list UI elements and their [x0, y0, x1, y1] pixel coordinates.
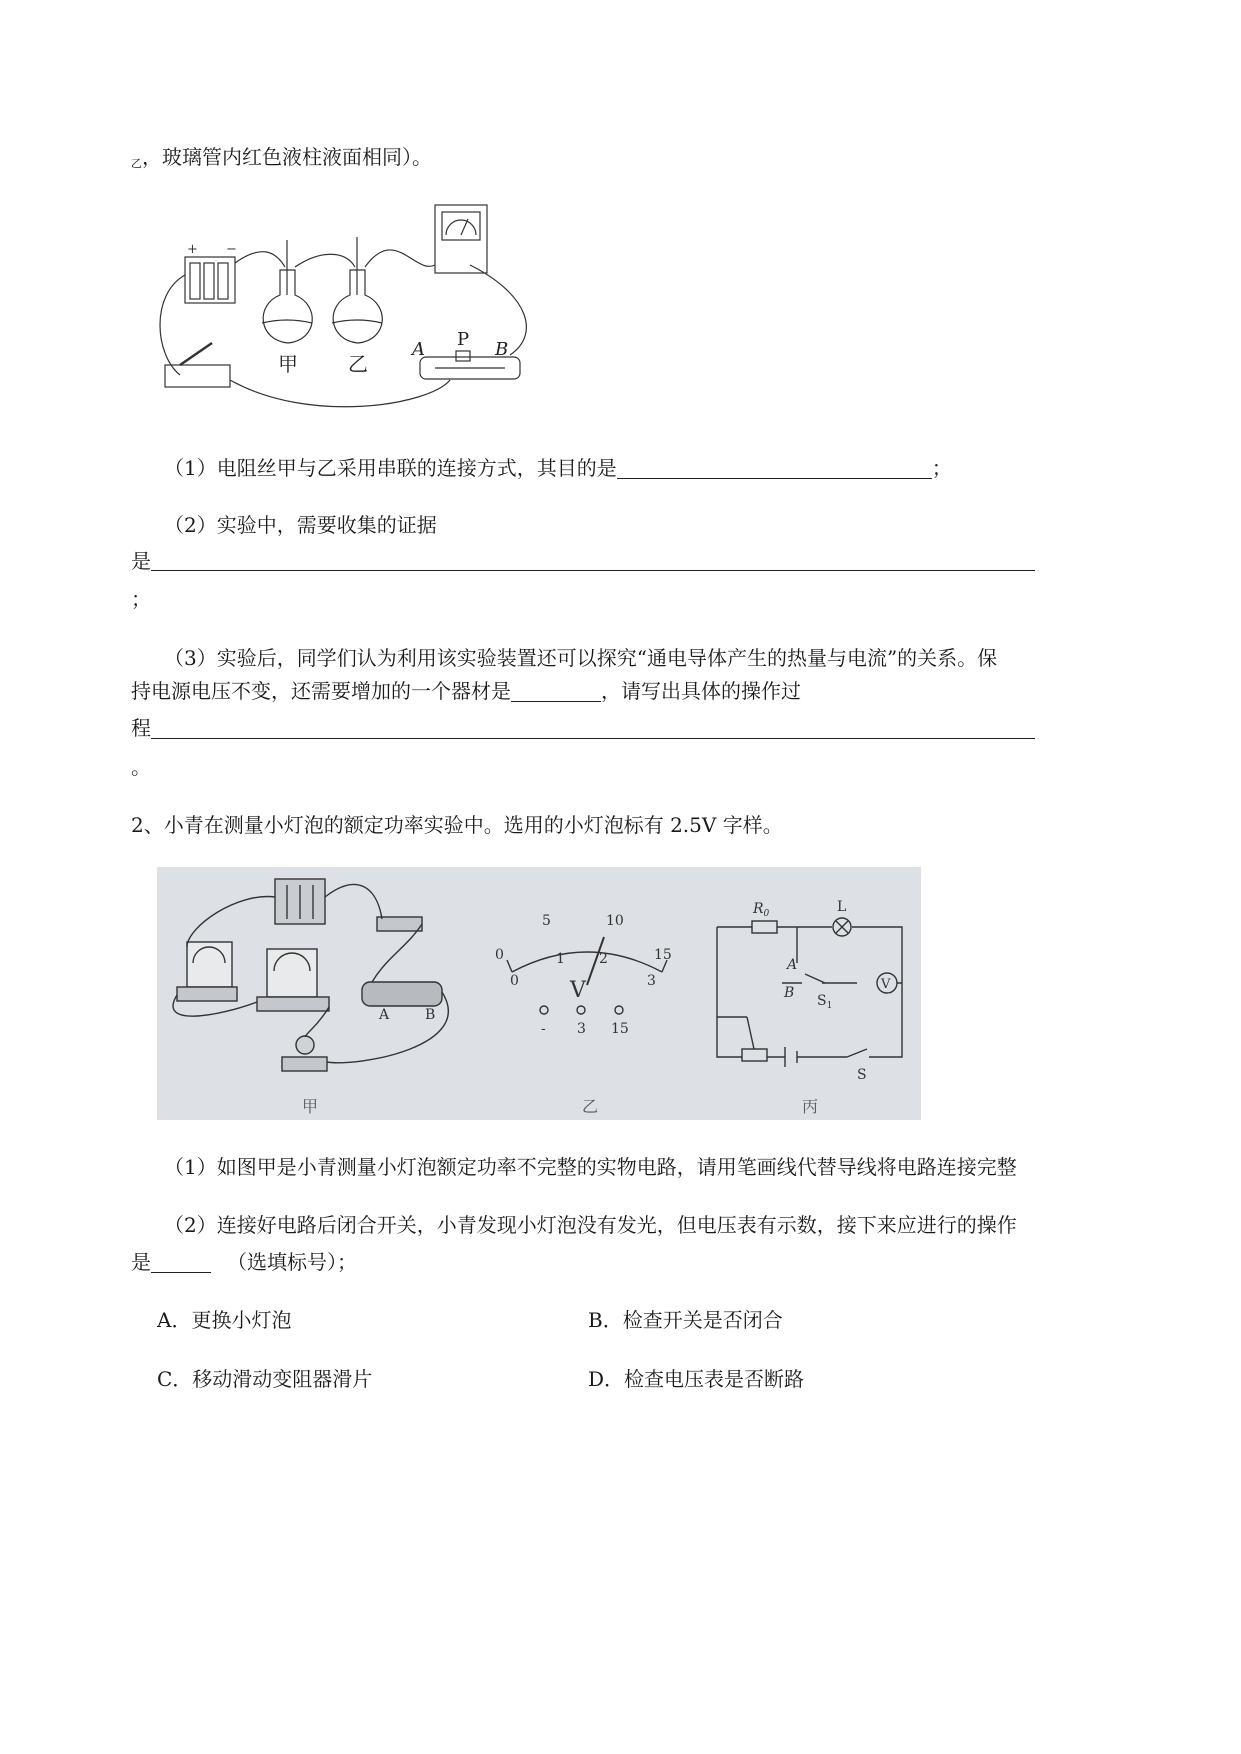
meter-bottom-tick-1: 1 [556, 951, 565, 967]
meter-bottom-tick-0: 0 [510, 973, 519, 989]
rheostat [362, 982, 442, 1006]
switch [377, 917, 422, 931]
figure-2-drawing [157, 867, 921, 1120]
figure2-label-bing: 丙 [802, 1097, 819, 1116]
question-1-1-end: ； [931, 456, 952, 480]
label-B: B [495, 339, 509, 360]
circuit-R0: $R_0$ [753, 901, 770, 919]
meter-top-tick-5: 5 [542, 913, 551, 929]
meter-terminal-minus: - [541, 1021, 546, 1037]
figure-1-circuit [150, 195, 550, 420]
meter-terminal-15: 15 [611, 1021, 629, 1037]
voltmeter [267, 949, 317, 997]
answer-blank-1-2[interactable] [151, 569, 1035, 571]
circuit-A: A [787, 957, 798, 973]
meter-unit: V [570, 978, 586, 1003]
question-1-1-text: （1）电阻丝甲与乙采用串联的连接方式，其目的是 [164, 456, 617, 480]
question-1-1 [164, 455, 952, 481]
ammeter [187, 942, 232, 987]
circuit-S1: $S_1$ [817, 993, 833, 1011]
option-A[interactable]: A．更换小灯泡 [157, 1308, 292, 1332]
circuit-B: B [784, 985, 795, 1001]
meter-bottom-tick-2: 2 [599, 951, 608, 967]
bulb [296, 1036, 314, 1054]
wire [230, 380, 450, 407]
wire [235, 252, 285, 267]
option-B[interactable]: B．检查开关是否闭合 [588, 1308, 783, 1332]
circuit-diagram [717, 927, 902, 1057]
question-2-2-line2 [131, 1249, 357, 1275]
question-1-3-line2 [131, 678, 801, 704]
circuit-V: V [881, 977, 891, 992]
option-C[interactable]: C．移动滑动变阻器滑片 [157, 1367, 373, 1391]
wire [295, 254, 355, 267]
label-yi: 乙 [348, 352, 368, 376]
flask-jia [263, 270, 312, 343]
wire [365, 250, 435, 267]
meter-top-tick-15: 15 [654, 947, 672, 963]
question-1-2: （2）实验中，需要收集的证据 [164, 513, 437, 537]
rheostat-label-B: B [425, 1007, 436, 1023]
label-plus: + [187, 242, 198, 257]
wire [160, 275, 185, 375]
question-1-3-text-a: 持电源电压不变，还需要增加的一个器材是 [131, 679, 511, 703]
answer-blank-1-3-process[interactable] [151, 737, 1035, 739]
label-jia: 甲 [278, 352, 298, 376]
meter-box [435, 205, 487, 273]
question-2-title: 2、小青在测量小灯泡的额定功率实验中。选用的小灯泡标有 2.5V 字样。 [131, 813, 783, 837]
circuit-L: L [837, 899, 847, 915]
meter-scale [512, 952, 662, 972]
intro-line [131, 144, 432, 177]
question-1-3: （3）实验后，同学们认为利用该实验装置还可以探究“通电导体产生的热量与电流”的关系。保 [164, 646, 998, 670]
question-1-2-prefix: 是 [131, 549, 151, 573]
answer-blank-1-3-equipment[interactable] [511, 681, 601, 702]
question-1-3-end: 。 [131, 755, 151, 779]
figure-2-photo [157, 867, 921, 1120]
meter-top-tick-10: 10 [606, 913, 624, 929]
intro-text: ，玻璃管内红色液柱液面相同）。 [142, 145, 432, 169]
intro-subscript: 乙 [131, 157, 142, 170]
question-2-1: （1）如图甲是小青测量小灯泡额定功率不完整的实物电路，请用笔画线代替导线将电路连接完整 [164, 1155, 1017, 1179]
question-1-3-prefix: 程 [131, 716, 151, 740]
option-D[interactable]: D．检查电压表是否断路 [588, 1367, 805, 1391]
question-1-3-text-b: ，请写出具体的操作过 [601, 679, 801, 703]
question-2-2-prefix: 是 [131, 1250, 151, 1274]
meter-bottom-tick-3: 3 [647, 973, 656, 989]
question-2-2-end: （选填标号）； [227, 1250, 357, 1274]
figure2-label-yi: 乙 [582, 1097, 599, 1116]
meter-zero: 0 [495, 947, 504, 963]
label-minus: − [226, 242, 237, 257]
rheostat-label-A: A [379, 1007, 390, 1023]
answer-blank-2-2[interactable] [151, 1252, 211, 1273]
circuit-S: S [857, 1067, 867, 1083]
label-A: A [412, 339, 425, 360]
figure2-label-jia: 甲 [302, 1097, 319, 1116]
flask-yi [333, 270, 382, 343]
question-2-2: （2）连接好电路后闭合开关，小青发现小灯泡没有发光，但电压表有示数，接下来应进行的操作 [164, 1213, 1017, 1237]
question-1-2-end: ； [131, 587, 151, 611]
answer-blank-1-1[interactable] [617, 458, 932, 479]
label-P: P [457, 329, 470, 350]
knife-switch [165, 365, 230, 387]
meter-terminal-3: 3 [577, 1021, 586, 1037]
